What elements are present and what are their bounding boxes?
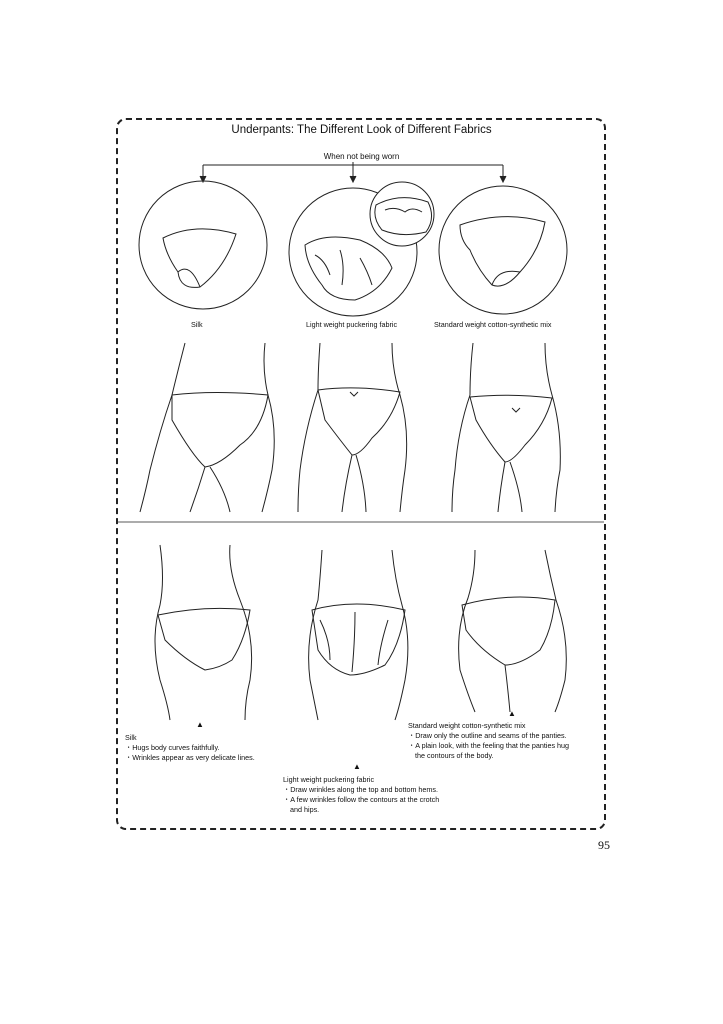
note-light-heading: Light weight puckering fabric	[283, 775, 375, 784]
note-light-line: and hips.	[290, 805, 320, 814]
subtitle: When not being worn	[323, 152, 400, 161]
note-standard-heading: Standard weight cotton-synthetic mix	[408, 721, 526, 730]
note-silk-heading: Silk	[125, 733, 137, 742]
standard-flat-panties	[460, 217, 545, 286]
standard-marker: ▲	[508, 709, 516, 718]
note-light	[283, 775, 439, 815]
standard-circle	[439, 186, 567, 314]
silk-back-figure	[155, 545, 252, 720]
note-standard-line: the contours of the body.	[415, 751, 494, 760]
silk-marker: ▲	[196, 720, 204, 729]
caption-silk: Silk	[191, 320, 203, 329]
light-flat-panties	[305, 237, 392, 300]
light-marker: ▲	[353, 762, 361, 771]
note-standard-line: ・A plain look, with the feeling that the panties hug	[408, 741, 570, 750]
standard-front-figure	[452, 343, 560, 512]
note-silk	[125, 733, 255, 763]
note-light-line: ・Draw wrinkles along the top and bottom hems.	[283, 785, 439, 794]
silk-flat-panties	[163, 229, 236, 288]
standard-back-figure	[459, 550, 567, 712]
caption-light: Light weight puckering fabric	[306, 320, 398, 329]
bracket-arrows	[200, 162, 506, 182]
light-front-figure	[298, 343, 407, 512]
caption-standard: Standard weight cotton-synthetic mix	[434, 320, 552, 329]
note-standard	[408, 721, 569, 761]
note-standard-line: ・Draw only the outline and seams of the panties.	[408, 731, 567, 740]
page-number: 95	[598, 838, 610, 852]
note-light-line: ・A few wrinkles follow the contours at the crotch	[283, 795, 440, 804]
silk-circle	[139, 181, 267, 309]
note-silk-line: ・Hugs body curves faithfully.	[125, 743, 220, 752]
silk-front-figure	[140, 343, 274, 512]
light-inset-circle	[370, 182, 434, 246]
page-title: Underpants: The Different Look of Different Fabrics	[231, 124, 492, 136]
note-silk-line: ・Wrinkles appear as very delicate lines.	[125, 753, 255, 762]
light-back-figure	[309, 550, 408, 720]
